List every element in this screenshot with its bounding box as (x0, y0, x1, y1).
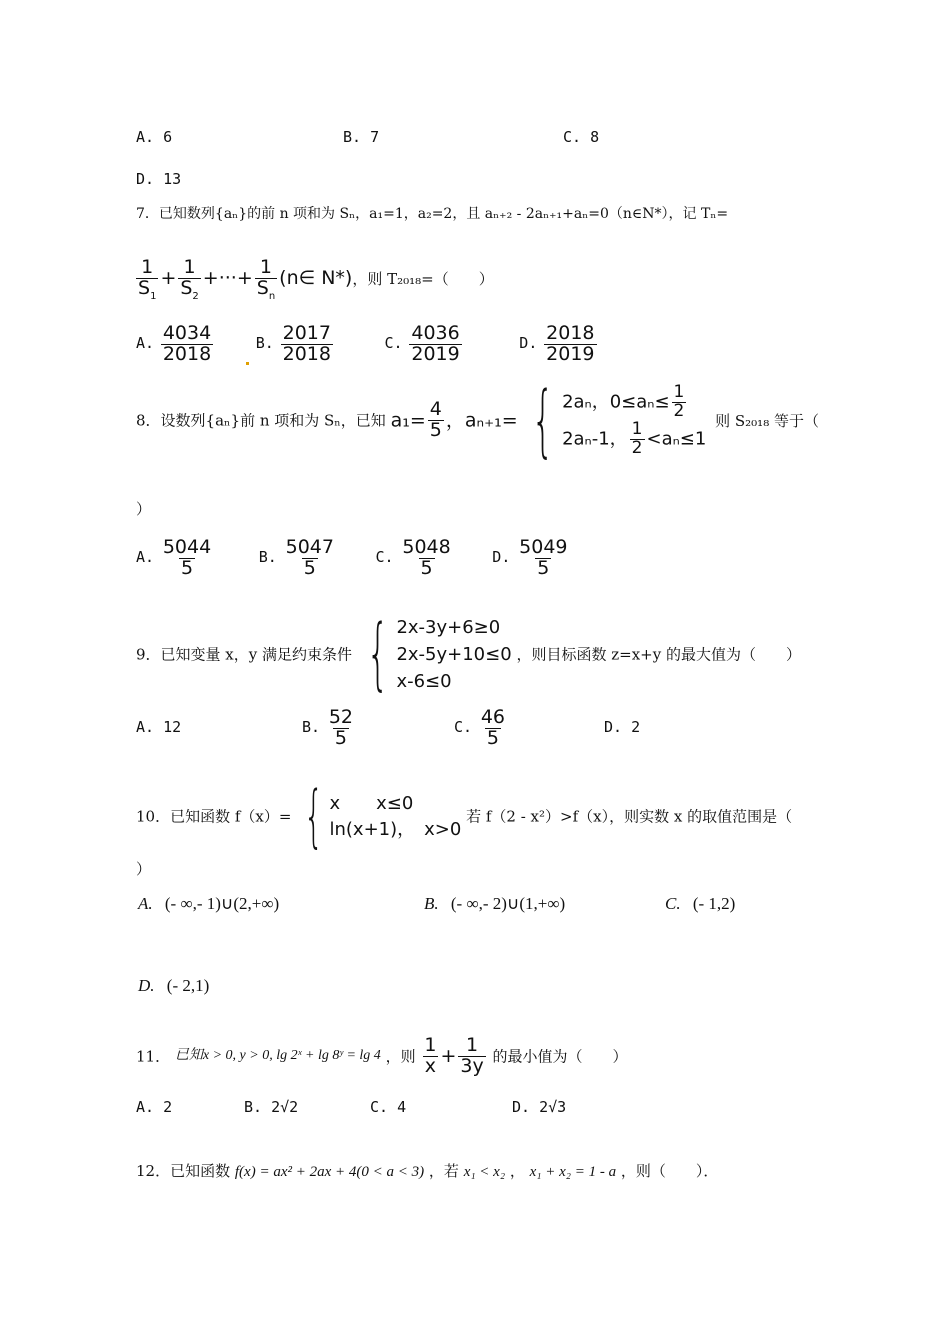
q7-stem: 7．已知数列{aₙ}的前 n 项和为 Sₙ，a₁=1，a₂=2，且 aₙ₊₂ - 2aₙ₊₁+aₙ=0（n∈N*），记 Tₙ= (136, 206, 729, 222)
q8-option-d: $\frac{5049}{5}$ (519, 536, 568, 579)
q8-stem-post: 则 S₂₀₁₈ 等于（ (715, 411, 819, 430)
q10-option-d-row (138, 976, 209, 996)
q8-option-d-label: D. (492, 548, 511, 567)
q9-option-a: A. 12 (136, 718, 182, 736)
q11-option-d: D. 2√3 (512, 1098, 567, 1116)
q10-case-1: x x≤0 (329, 793, 414, 815)
q8-option-a: $\frac{5044}{5}$ (162, 536, 212, 579)
q9-stem-pre: 9．已知变量 x，y 满足约束条件 (136, 645, 353, 664)
q7-frac-2: $\frac{1}{S_2}$ (180, 256, 199, 302)
q10-stem (136, 777, 793, 856)
q7-option-d-label: D. (519, 334, 538, 353)
q8-options (136, 538, 572, 579)
q8-case-2: 2aₙ-1， $\frac{1}{2}$ <aₙ≤1 (562, 418, 707, 458)
q9-option-c-label: C. (454, 718, 473, 737)
q9-constraints: { 2x-3y+6≥0 2x-5y+10≤0 x-6≤0 (366, 609, 512, 700)
q8-a1-frac: $\frac{4}{5}$ (429, 398, 442, 442)
q10-option-d: (- 2,1) (166, 976, 210, 995)
q10-stem-pre: 10．已知函数 f（x）= (136, 807, 292, 826)
q9-constraint-3: x-6≤0 (396, 671, 452, 692)
q8-option-a-label: A. (136, 548, 155, 567)
q12-post: ，则（ ）． (620, 1162, 719, 1180)
q9-option-d: D. 2 (604, 718, 641, 736)
q7-sum-expression: $\frac{1}{S_1}$ + $\frac{1}{S_2}$ +···+ $\frac{1}{S_n}$ (n∈ N*)，则 T₂₀₁₈=（ ） (138, 256, 494, 302)
q9-constraint-2: 2x-5y+10≤0 (396, 644, 512, 665)
q7-options (136, 324, 599, 365)
q9-stem-post: ，则目标函数 z=x+y 的最大值为（ ） (516, 645, 801, 664)
q10-option-b: (- ∞,- 2)∪(1,+∞) (450, 894, 566, 913)
q9-option-b-label: B. (302, 718, 321, 737)
q7-frac-n: $\frac{1}{S_n}$ (256, 256, 276, 302)
q11-condition: 已知x > 0, y > 0, lg 2ˣ + lg 8ʸ = lg 4 (174, 1048, 381, 1064)
q8-piecewise: { 2aₙ，0≤aₙ≤ $\frac{1}{2}$ 2aₙ-1， $\frac{1}{2}$ <aₙ≤1 (532, 375, 707, 466)
q9-stem (136, 609, 801, 700)
q11-post: 的最小值为（ ） (492, 1047, 628, 1066)
q10-option-c: (- 1,2) (692, 894, 736, 913)
q10-case-2: ln(x+1)， x>0 (329, 818, 462, 840)
q11-option-c: C. 4 (370, 1098, 407, 1116)
q10-option-b-label: B. (424, 894, 439, 913)
q9-option-b: $\frac{52}{5}$ (328, 706, 354, 749)
q8-an1: ，aₙ₊₁= (445, 409, 518, 432)
q9-constraint-1: 2x-3y+6≥0 (396, 617, 501, 638)
q10-close: ） (136, 860, 152, 878)
q6-option-d: D. 13 (136, 170, 182, 188)
q11-option-a: A. 2 (136, 1098, 173, 1116)
q10-option-a-label: A. (138, 894, 153, 913)
q7-option-a-label: A. (136, 334, 155, 353)
q8-stem-pre: 8．设数列{aₙ}前 n 项和为 Sₙ，已知 (136, 411, 386, 430)
q10-piecewise: { x x≤0 ln(x+1)， x>0 (304, 777, 462, 856)
q11-frac-2: $\frac{1}{3y}$ (460, 1034, 484, 1077)
q11-option-b: B. 2√2 (244, 1098, 299, 1116)
q10-option-c-row (665, 894, 735, 914)
q12-condition-1: x₁ < x₂ (463, 1164, 506, 1180)
q7-option-c-label: C. (384, 334, 403, 353)
q10-stem-post: 若 f（2 - x²）>f（x），则实数 x 的取值范围是（ (466, 807, 793, 826)
q11-number: 11． (136, 1047, 171, 1066)
q6-option-c: C. 8 (563, 128, 600, 146)
q8-a1: a₁= (390, 409, 426, 432)
q6-option-b: B. 7 (343, 128, 380, 146)
q10-option-d-label: D. (138, 976, 155, 995)
q8-case-1: 2aₙ，0≤aₙ≤ $\frac{1}{2}$ (562, 382, 685, 421)
q8-option-c-label: C. (375, 548, 394, 567)
q10-option-b-row (424, 894, 565, 914)
q7-option-c: $\frac{4036}{2019}$ (411, 322, 460, 365)
q7-question: ，则 T₂₀₁₈=（ ） (352, 270, 494, 289)
q12-mid: ，若 (428, 1162, 459, 1180)
q12-pre: 12．已知函数 (136, 1162, 231, 1180)
q7-sum-tail: (n∈ N*) (279, 267, 353, 290)
q7-option-d: $\frac{2018}{2019}$ (546, 322, 595, 365)
q11-frac-1: $\frac{1}{x}$ (424, 1034, 437, 1077)
q12-condition-2: x₁ + x₂ = 1 - a (529, 1164, 617, 1180)
q7-option-b-label: B. (255, 334, 274, 353)
q11-mid: ，则 (385, 1047, 416, 1066)
q12-function: f(x) = ax² + 2ax + 4(0 < a < 3) (234, 1164, 425, 1180)
q8-option-c: $\frac{5048}{5}$ (402, 536, 451, 579)
q12-sep: ， (509, 1162, 525, 1180)
q8-stem (136, 375, 819, 466)
q8-option-b: $\frac{5047}{5}$ (285, 536, 334, 579)
q7-option-b: $\frac{2017}{2018}$ (282, 322, 331, 365)
q9-option-c: $\frac{46}{5}$ (480, 706, 506, 749)
q10-option-a-row (138, 894, 279, 914)
q7-frac-1: $\frac{1}{S_1}$ (138, 256, 157, 302)
q10-option-a: (- ∞,- 1)∪(2,+∞) (164, 894, 280, 913)
q7-option-a: $\frac{4034}{2018}$ (162, 322, 212, 365)
q11-stem: 11． 已知x > 0, y > 0, lg 2ˣ + lg 8ʸ = lg 4 ，则 $\frac{1}{x}$ + $\frac{1}{3y}$ 的最小值为（ ） (136, 1034, 628, 1077)
q8-option-b-label: B. (258, 548, 277, 567)
q8-close: ） (136, 500, 152, 518)
q6-option-a: A. 6 (136, 128, 173, 146)
q10-option-c-label: C. (665, 894, 681, 913)
q12-stem (136, 1162, 718, 1181)
